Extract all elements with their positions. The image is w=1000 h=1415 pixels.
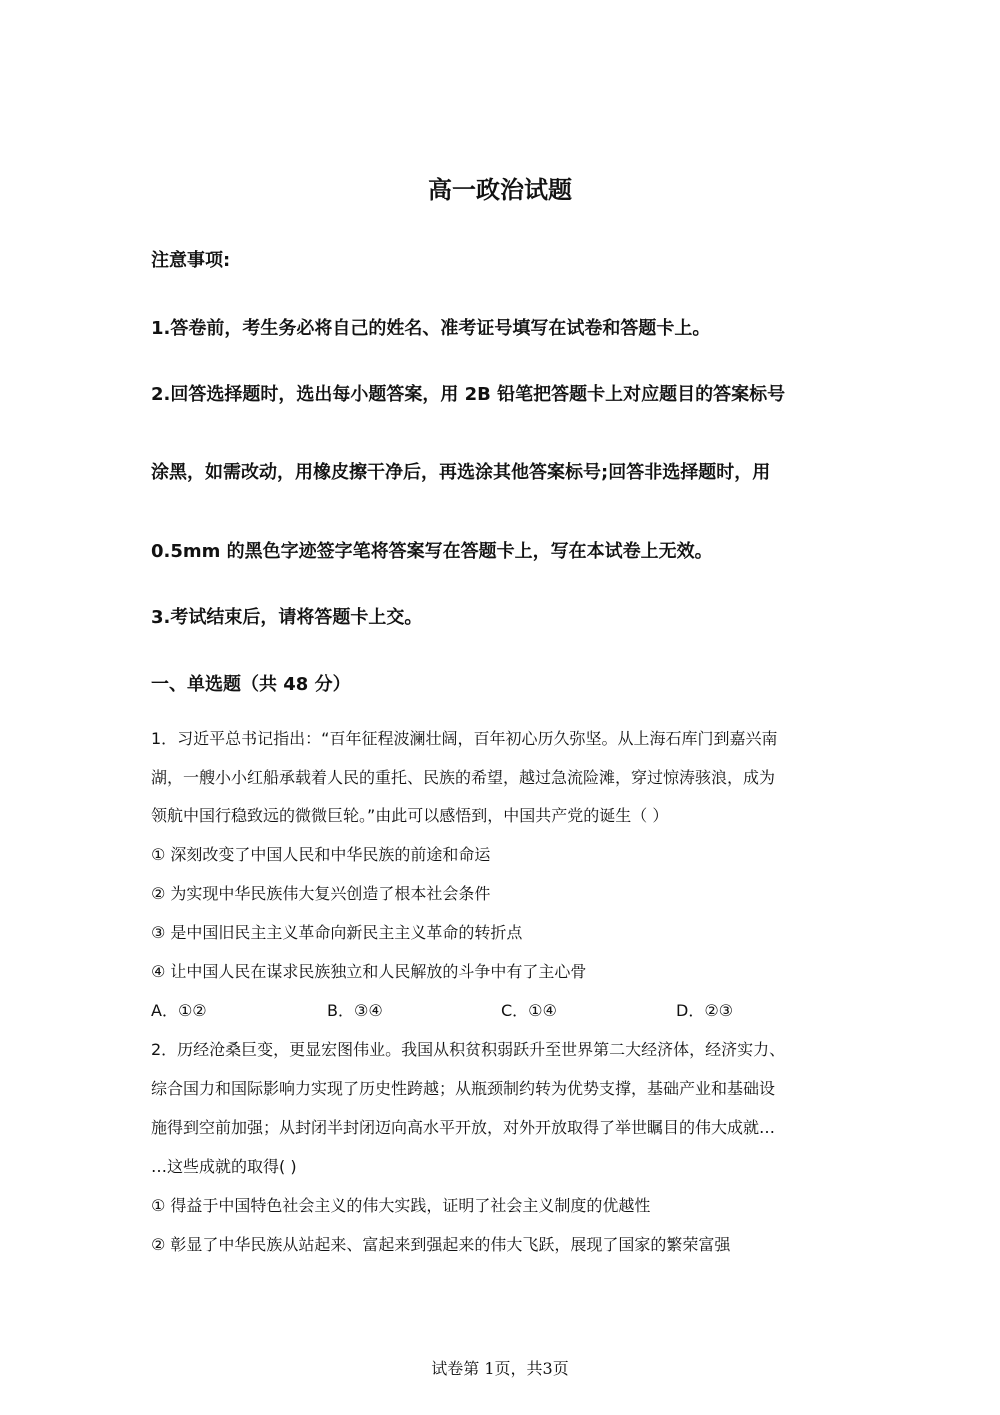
q1-option-d: D．②③ (676, 1001, 734, 1020)
notice-item-1: 1.答卷前，考生务必将自己的姓名、准考证号填写在试卷和答题卡上。 (151, 318, 711, 339)
q1-stem-line-2: 湖，一艘小小红船承载着人民的重托、民族的希望，越过急流险滩，穿过惊涛骇浪，成为 (151, 768, 776, 787)
q1-statement-4: ④ 让中国人民在谋求民族独立和人民解放的斗争中有了主心骨 (151, 962, 587, 981)
q2-stem-line-3: 施得到空前加强；从封闭半封闭迈向高水平开放，对外开放取得了举世瞩目的伟大成就… (151, 1118, 776, 1137)
notice-item-2-line-1: 2.回答选择题时，选出每小题答案，用 2B 铅笔把答题卡上对应题目的答案标号 (151, 384, 786, 405)
notice-item-2-line-2: 涂黑，如需改动，用橡皮擦干净后，再选涂其他答案标号;回答非选择题时，用 (151, 462, 771, 483)
q1-option-a: A．①② (151, 1001, 207, 1020)
q2-statement-2: ② 彰显了中华民族从站起来、富起来到强起来的伟大飞跃，展现了国家的繁荣富强 (151, 1235, 731, 1254)
section-heading: 一、单选题（共 48 分） (151, 674, 351, 695)
page-footer: 试卷第 1页，共3页 (431, 1359, 569, 1378)
q1-statement-3: ③ 是中国旧民主主义革命向新民主主义革命的转折点 (151, 923, 523, 942)
q2-stem-line-1: 2．历经沧桑巨变，更显宏图伟业。我国从积贫积弱跃升至世界第二大经济体，经济实力、 (151, 1040, 786, 1059)
q2-stem-line-2: 综合国力和国际影响力实现了历史性跨越；从瓶颈制约转为优势支撑，基础产业和基础设 (151, 1079, 776, 1098)
q1-statement-1: ① 深刻改变了中国人民和中华民族的前途和命运 (151, 845, 491, 864)
notice-heading: 注意事项: (151, 250, 231, 271)
notice-item-3: 3.考试结束后，请将答题卡上交。 (151, 607, 423, 628)
q1-statement-2: ② 为实现中华民族伟大复兴创造了根本社会条件 (151, 884, 491, 903)
page-title: 高一政治试题 (428, 176, 572, 204)
q1-option-c: C．①④ (501, 1001, 557, 1020)
q2-statement-1: ① 得益于中国特色社会主义的伟大实践，证明了社会主义制度的优越性 (151, 1196, 651, 1215)
notice-item-2-line-3: 0.5mm 的黑色字迹签字笔将答案写在答题卡上，写在本试卷上无效。 (151, 541, 713, 562)
q1-option-b: B．③④ (327, 1001, 383, 1020)
q1-stem-line-1: 1．习近平总书记指出：“百年征程波澜壮阔，百年初心历久弥坚。从上海石库门到嘉兴南 (151, 729, 778, 748)
q2-stem-line-4: …这些成就的取得( ) (151, 1157, 297, 1176)
q1-stem-line-3: 领航中国行稳致远的微微巨轮。”由此可以感悟到，中国共产党的诞生（ ） (151, 806, 669, 825)
